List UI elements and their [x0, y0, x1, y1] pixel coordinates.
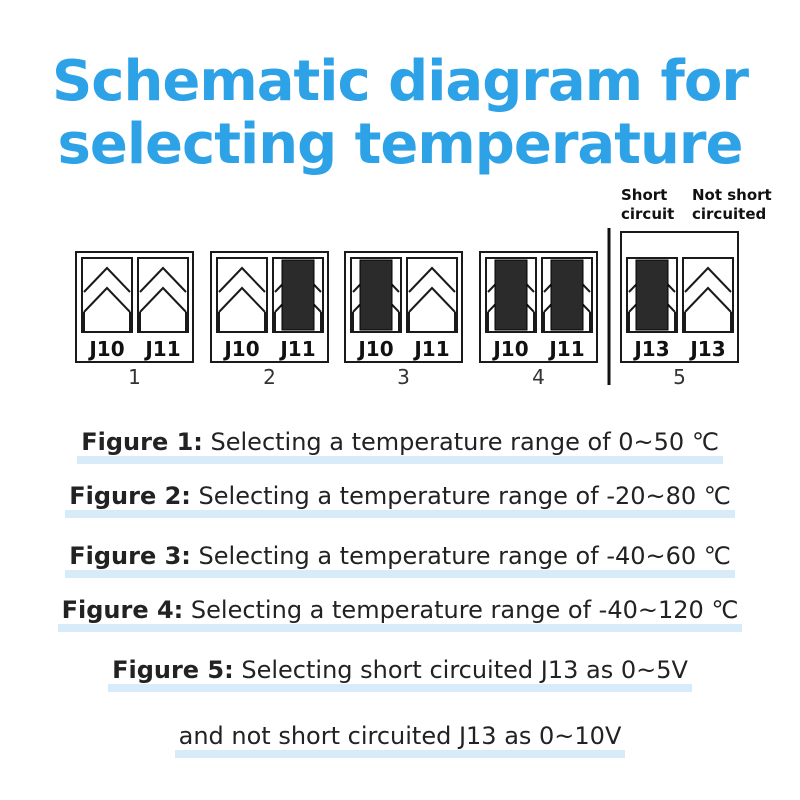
pin-label: J13 [634, 337, 670, 361]
caption-text: Selecting a temperature range of -40~120 ℃ [183, 596, 739, 624]
caption-text: Selecting a temperature range of -20~80 ℃ [190, 482, 731, 510]
pin-label: J13 [690, 337, 726, 361]
pin-label: J10 [493, 337, 529, 361]
figure-number: 5 [673, 365, 686, 389]
caption-text: and not short circuited J13 as 0~10V [178, 722, 622, 750]
caption-figure-3 [0, 540, 800, 572]
not-short-label-line-1: Not short [692, 186, 772, 204]
pin-label: J10 [358, 337, 394, 361]
caption-prefix: Figure 1: [81, 428, 203, 456]
figure-number: 1 [128, 365, 141, 389]
caption-text: Selecting a temperature range of 0~50 ℃ [202, 428, 719, 456]
caption-figure-2 [0, 480, 800, 512]
not-short-label-line-2: circuited [692, 205, 767, 223]
caption-highlight [65, 570, 735, 578]
jumper-diagram [0, 180, 800, 400]
jumper-cap [551, 260, 583, 330]
figure-2-group [211, 252, 328, 389]
pin-label: J11 [280, 337, 316, 361]
caption-highlight [77, 456, 723, 464]
jumper-cap [636, 260, 668, 330]
short-label-line-1: Short [621, 186, 668, 204]
caption-highlight [58, 624, 743, 632]
caption-text: Selecting a temperature range of -40~60 ℃ [190, 542, 731, 570]
caption-figure-5-continued [0, 720, 800, 752]
pin-label: J11 [414, 337, 450, 361]
caption-prefix: Figure 4: [61, 596, 184, 624]
caption-figure-5 [0, 654, 800, 686]
jumper-diagram-svg [0, 180, 800, 400]
short-label-line-2: circuit [621, 205, 675, 223]
title-line-2: selecting temperature [57, 112, 743, 177]
jumper-cap [495, 260, 527, 330]
figure-number: 2 [263, 365, 276, 389]
caption-highlight [108, 684, 692, 692]
figure-number: 4 [532, 365, 545, 389]
figure-3-group [345, 252, 462, 389]
pin-label: J11 [549, 337, 585, 361]
figure-4-group [480, 252, 597, 389]
caption-text: Selecting short circuited J13 as 0~5V [233, 656, 688, 684]
figure-1-group [76, 252, 193, 389]
caption-prefix: Figure 3: [69, 542, 191, 570]
jumper-cap [282, 260, 314, 330]
caption-highlight [65, 510, 735, 518]
jumper-cap [360, 260, 392, 330]
pin-label: J10 [224, 337, 260, 361]
caption-figure-4 [0, 594, 800, 626]
figure-number: 3 [397, 365, 410, 389]
caption-prefix: Figure 5: [112, 656, 234, 684]
caption-figure-1 [0, 426, 800, 458]
caption-highlight [175, 750, 626, 758]
figure-5-group [621, 232, 738, 389]
caption-prefix: Figure 2: [69, 482, 191, 510]
pin-label: J10 [89, 337, 125, 361]
pin-label: J11 [145, 337, 181, 361]
title-line-1: Schematic diagram for [51, 49, 749, 114]
